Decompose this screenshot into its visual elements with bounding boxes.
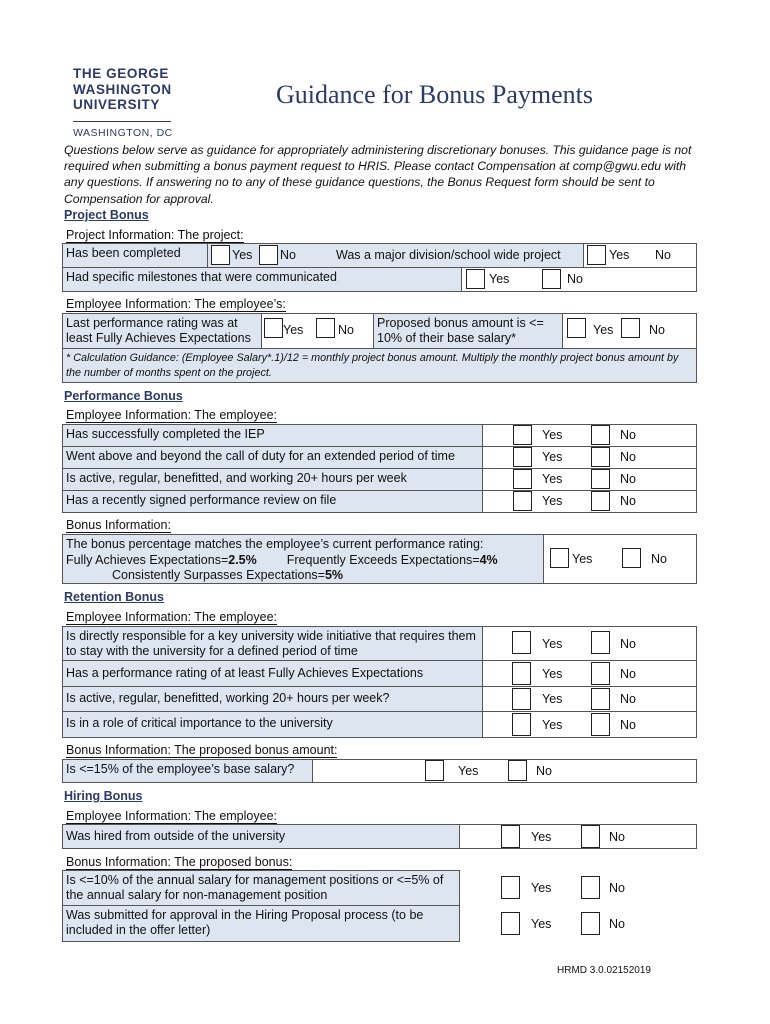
retention-q2-no-label: No (620, 667, 636, 681)
performance-bonus-line3 (66, 568, 540, 584)
logo-line-2: WASHINGTON (73, 81, 172, 97)
hiring-q3-no-label: No (609, 917, 625, 931)
performance-q4-no-checkbox[interactable] (591, 491, 610, 511)
performance-q2-yes-checkbox[interactable] (513, 447, 532, 467)
gwu-logo (73, 66, 173, 139)
logo-rule (73, 121, 171, 122)
retention-emp-label-text: Employee Information: The employee: (66, 610, 277, 624)
hiring-q3-text: Was submitted for approval in the Hiring Proposal process (to be included in the offer letter) (66, 908, 424, 937)
retention-q3-yes-label: Yes (542, 692, 563, 706)
performance-q1-no-label: No (620, 428, 636, 442)
performance-bonus-yes-checkbox[interactable] (550, 548, 569, 568)
project-info-label (66, 228, 244, 242)
retention-q3-text: Is active, regular, benefitted, working 20+ hours per week? (66, 691, 390, 705)
hiring-bonus-label (66, 855, 292, 869)
project-q5-no-checkbox[interactable] (621, 318, 640, 338)
project-q5-yes-label: Yes (593, 323, 614, 337)
retention-q5-cell (62, 759, 313, 783)
project-q5-text: Proposed bonus amount is <= 10% of their base salary* (377, 316, 544, 345)
retention-q1-yes-label: Yes (542, 637, 563, 651)
hiring-bonus-heading: Hiring Bonus (64, 789, 143, 803)
retention-q2-yes-label: Yes (542, 667, 563, 681)
form-code-footer: HRMD 3.0.02152019 (557, 965, 651, 976)
project-calc-note-text: * Calculation Guidance: (Employee Salary*.1)/12 = monthly project bonus amount. Multiply the monthly project bonus amount by the number of months spent on the project. (66, 352, 679, 379)
project-q4-yes-label: Yes (283, 323, 304, 337)
project-info-label-text: Project Information: The project: (66, 228, 244, 242)
retention-q3-yes-checkbox[interactable] (512, 688, 531, 710)
retention-row-divider-3 (482, 711, 697, 712)
performance-bonus-heading: Performance Bonus (64, 389, 183, 403)
performance-q3-no-checkbox[interactable] (591, 469, 610, 489)
project-emp-label-text: Employee Information: The employee’s: (66, 297, 286, 311)
project-q5-yes-checkbox[interactable] (567, 318, 586, 338)
hiring-emp-label (66, 809, 277, 823)
hiring-q1-yes-checkbox[interactable] (501, 825, 520, 848)
hiring-q1-yes-label: Yes (531, 830, 552, 844)
performance-q2-text: Went above and beyond the call of duty for an extended period of time (66, 449, 455, 463)
project-q4-no-label: No (338, 323, 354, 337)
hiring-q1-answer-cell (459, 824, 697, 849)
performance-bonus-line2 (66, 553, 540, 569)
retention-bonus-label (66, 743, 337, 757)
hiring-q3-no-checkbox[interactable] (581, 912, 600, 935)
retention-q2-yes-checkbox[interactable] (512, 662, 531, 685)
project-calc-note (62, 348, 697, 383)
hiring-q3-yes-checkbox[interactable] (501, 912, 520, 935)
retention-q4-no-label: No (620, 718, 636, 732)
project-q2-yes-checkbox[interactable] (587, 245, 606, 265)
performance-q3-yes-label: Yes (542, 472, 563, 486)
project-q3-yes-label: Yes (489, 272, 510, 286)
retention-q5-no-label: No (536, 764, 552, 778)
retention-q3-no-label: No (620, 692, 636, 706)
project-q4-yes-checkbox[interactable] (264, 318, 283, 338)
retention-q1-no-checkbox[interactable] (591, 631, 610, 654)
project-q3-cell (62, 267, 462, 292)
hiring-bonus-label-text: Bonus Information: The proposed bonus: (66, 855, 293, 869)
performance-q3-no-label: No (620, 472, 636, 486)
project-q2-text: Was a major division/school wide project (336, 248, 561, 262)
performance-q2-no-label: No (620, 450, 636, 464)
hiring-q3-cell (62, 905, 460, 942)
hiring-q1-text: Was hired from outside of the university (66, 829, 286, 843)
retention-row-divider-2 (482, 686, 697, 687)
retention-q5-text: Is <=15% of the employee’s base salary? (66, 762, 295, 776)
performance-q1-yes-label: Yes (542, 428, 563, 442)
project-q5-no-label: No (649, 323, 665, 337)
performance-q1-yes-checkbox[interactable] (513, 425, 532, 445)
performance-q1-no-checkbox[interactable] (591, 425, 610, 445)
performance-bonus-line1: The bonus percentage matches the employee’s current performance rating: (66, 537, 484, 551)
performance-q2-cell (62, 446, 483, 469)
page-title: Guidance for Bonus Payments (276, 80, 594, 109)
retention-q2-no-checkbox[interactable] (591, 662, 610, 685)
project-bonus-heading: Project Bonus (64, 208, 149, 222)
project-q4-text: Last performance rating was at least Fully Achieves Expectations (66, 316, 251, 345)
project-emp-label (66, 297, 286, 311)
project-q4-no-checkbox[interactable] (316, 318, 335, 338)
performance-emp-label-text: Employee Information: The employee: (66, 408, 277, 422)
retention-q5-no-checkbox[interactable] (508, 760, 527, 781)
logo-line-3: UNIVERSITY (73, 97, 161, 112)
performance-q4-yes-label: Yes (542, 494, 563, 508)
retention-q2-cell (62, 660, 483, 687)
fe-value: 4% (479, 552, 498, 567)
hiring-emp-label-text: Employee Information: The employee: (66, 809, 277, 823)
retention-q2-text: Has a performance rating of at least Fully Achieves Expectations (66, 666, 424, 680)
hiring-q2-text: Is <=10% of the annual salary for management positions or <=5% of the annual salary for non-management position (66, 873, 444, 902)
hiring-q2-cell (62, 870, 460, 906)
project-q5-cell (373, 313, 563, 349)
performance-bonus-yes-label: Yes (572, 552, 593, 566)
hiring-q2-no-checkbox[interactable] (581, 876, 600, 899)
performance-bonus-label (66, 518, 171, 532)
retention-q1-no-label: No (620, 637, 636, 651)
performance-q3-yes-checkbox[interactable] (513, 469, 532, 489)
hiring-q3-yes-label: Yes (531, 917, 552, 931)
project-q1-no-label: No (280, 248, 296, 262)
project-q3-text: Had specific milestones that were communicated (66, 270, 337, 284)
performance-bonus-cell (62, 534, 544, 584)
cs-value: 5% (324, 568, 344, 582)
retention-q5-yes-checkbox[interactable] (425, 760, 444, 781)
retention-emp-label (66, 610, 277, 624)
retention-q5-answer-cell (312, 759, 697, 783)
project-q2-no-label: No (655, 248, 671, 262)
performance-q4-cell (62, 490, 483, 513)
performance-q4-text: Has a recently signed performance review on file (66, 493, 337, 507)
project-q1-yes-label: Yes (232, 248, 253, 262)
hiring-q1-no-checkbox[interactable] (581, 825, 600, 848)
performance-q4-yes-checkbox[interactable] (513, 491, 532, 511)
performance-q2-yes-label: Yes (542, 450, 563, 464)
project-q3-no-label: No (567, 272, 583, 286)
hiring-q2-yes-label: Yes (531, 881, 552, 895)
retention-q5-yes-label: Yes (458, 764, 479, 778)
project-q4-cell (62, 313, 262, 349)
intro-text: Questions below serve as guidance for appropriately administering discretionary bonuses. This guidance page is not required when submitting a bonus payment request to HRIS. Please contact Compensation at comp@gwu.edu with any questions. If answering no to any of these guidance questions, the Bonus Request form should be sent to Compensation for approval. (64, 143, 692, 206)
retention-q4-yes-label: Yes (542, 718, 563, 732)
retention-q1-yes-checkbox[interactable] (512, 631, 531, 654)
fa-value: 2.5% (228, 552, 257, 567)
retention-bonus-label-text: Bonus Information: The proposed bonus amount: (66, 743, 338, 757)
project-q1-yes-checkbox[interactable] (211, 245, 230, 265)
retention-q4-text: Is in a role of critical importance to the university (66, 716, 333, 730)
retention-q3-cell (62, 686, 483, 712)
performance-bonus-no-checkbox[interactable] (622, 548, 641, 568)
performance-bonus-label-text: Bonus Information: (66, 518, 171, 532)
retention-bonus-heading: Retention Bonus (64, 590, 164, 604)
performance-q2-no-checkbox[interactable] (591, 447, 610, 467)
hiring-q2-no-label: No (609, 881, 625, 895)
project-q2-yes-label: Yes (609, 248, 630, 262)
project-q1-cell (62, 243, 208, 268)
hiring-q1-no-label: No (609, 830, 625, 844)
performance-emp-label (66, 408, 277, 422)
retention-q1-text: Is directly responsible for a key university wide initiative that requires them to stay with the university for a defined period of time (66, 629, 476, 658)
hiring-q1-cell (62, 824, 460, 849)
project-q3-no-checkbox[interactable] (542, 269, 561, 289)
retention-q4-no-checkbox[interactable] (591, 713, 610, 736)
project-q3-yes-checkbox[interactable] (466, 269, 485, 289)
performance-q3-cell (62, 468, 483, 491)
performance-q1-text: Has successfully completed the IEP (66, 427, 265, 441)
performance-bonus-no-label: No (651, 552, 667, 566)
performance-q1-cell (62, 424, 483, 447)
fa-text: Fully Achieves Expectations= (66, 552, 229, 567)
project-q1-text: Has been completed (66, 246, 181, 260)
retention-q1-cell (62, 626, 483, 661)
fe-text: Frequently Exceeds Expectations= (286, 552, 480, 567)
performance-q4-no-label: No (620, 494, 636, 508)
retention-row-divider-1 (482, 660, 697, 661)
logo-location: WASHINGTON, DC (73, 126, 173, 139)
performance-q3-text: Is active, regular, benefitted, and working 20+ hours per week (66, 471, 407, 485)
retention-q4-cell (62, 711, 483, 738)
retention-q3-no-checkbox[interactable] (591, 688, 610, 710)
cs-text: Consistently Surpasses Expectations= (112, 568, 325, 582)
project-q1-no-checkbox[interactable] (259, 245, 278, 265)
retention-q4-yes-checkbox[interactable] (512, 713, 531, 736)
hiring-q2-yes-checkbox[interactable] (501, 876, 520, 899)
logo-line-1: THE GEORGE (73, 66, 170, 81)
